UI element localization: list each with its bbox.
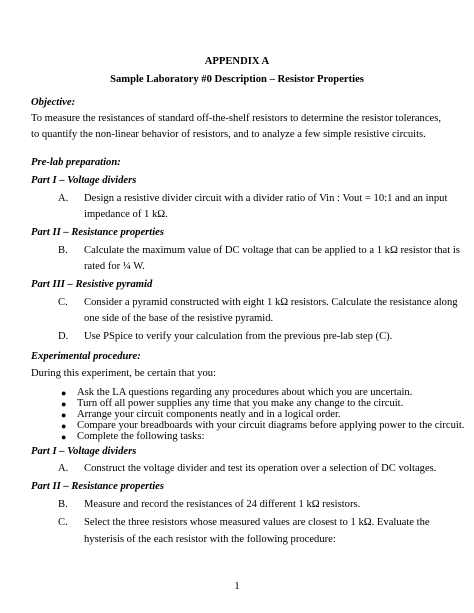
prelab-heading: Pre-lab preparation: bbox=[31, 157, 121, 168]
lab-title: Sample Laboratory #0 Description – Resistor Properties bbox=[110, 74, 364, 85]
prelab-part2-heading: Part II – Resistance properties bbox=[31, 227, 165, 238]
objective-heading: Objective: bbox=[31, 97, 76, 108]
experimental-item-a-line-1: Construct the voltage divider and test its operation over a selection of DC voltages. bbox=[84, 463, 437, 474]
experimental-intro: During this experiment, be certain that you: bbox=[31, 368, 217, 379]
prelab-item-b-line-2: rated for ¼ W. bbox=[84, 261, 145, 272]
experimental-item-a-letter: A. bbox=[58, 463, 69, 474]
experimental-item-c-letter: C. bbox=[58, 517, 68, 528]
bullet-icon: ● bbox=[61, 432, 67, 442]
prelab-item-b-line-1: Calculate the maximum value of DC voltage that can be applied to a 1 kΩ resistor that is bbox=[84, 245, 460, 256]
bullet-item-3: Arrange your circuit components neatly and in a logical order. bbox=[77, 409, 341, 420]
bullet-item-4: Compare your breadboards with your circuit diagrams before applying power to the circuit. bbox=[77, 420, 465, 431]
prelab-part1-heading: Part I – Voltage dividers bbox=[31, 175, 137, 186]
bullet-icon: ● bbox=[61, 410, 67, 420]
bullet-icon: ● bbox=[61, 388, 67, 398]
experimental-item-b-letter: B. bbox=[58, 499, 68, 510]
prelab-item-c-line-1: Consider a pyramid constructed with eight 1 kΩ resistors. Calculate the resistance along bbox=[84, 297, 458, 308]
page-number: 1 bbox=[234, 581, 240, 592]
prelab-item-d-letter: D. bbox=[58, 331, 69, 342]
prelab-item-c-line-2: one side of the base of the resistive pyramid. bbox=[84, 313, 274, 324]
appendix-title: APPENDIX A bbox=[204, 56, 270, 67]
bullet-icon: ● bbox=[61, 421, 67, 431]
bullet-icon: ● bbox=[61, 399, 67, 409]
bullet-item-2: Turn off all power supplies any time that you make any change to the circuit. bbox=[77, 398, 404, 409]
experimental-part2-heading: Part II – Resistance properties bbox=[31, 481, 165, 492]
experimental-item-c-line-1: Select the three resistors whose measured values are closest to 1 kΩ. Evaluate the bbox=[84, 517, 430, 528]
bullet-item-1: Ask the LA questions regarding any procedures about which you are uncertain. bbox=[77, 387, 413, 398]
prelab-part3-heading: Part III – Resistive pyramid bbox=[31, 279, 153, 290]
experimental-part1-heading: Part I – Voltage dividers bbox=[31, 446, 137, 457]
experimental-item-b-line-1: Measure and record the resistances of 24 different 1 kΩ resistors. bbox=[84, 499, 361, 510]
experimental-heading: Experimental procedure: bbox=[31, 351, 141, 362]
prelab-item-a-line-1: Design a resistive divider circuit with a divider ratio of Vin : Vout = 10:1 and an input bbox=[84, 193, 448, 204]
prelab-item-a-letter: A. bbox=[58, 193, 69, 204]
objective-line-1: To measure the resistances of standard off-the-shelf resistors to determine the resistor tolerances, bbox=[31, 113, 442, 124]
prelab-item-a-line-2: impedance of 1 kΩ. bbox=[84, 209, 168, 220]
objective-line-2: to quantify the non-linear behavior of resistors, and to analyze a few simple resistive circuits. bbox=[31, 129, 426, 140]
prelab-item-b-letter: B. bbox=[58, 245, 68, 256]
prelab-item-c-letter: C. bbox=[58, 297, 68, 308]
bullet-item-5: Complete the following tasks: bbox=[77, 431, 205, 442]
prelab-item-d-line-1: Use PSpice to verify your calculation from the previous pre-lab step (C). bbox=[84, 331, 393, 342]
experimental-item-c-line-2: hysterisis of the each resistor with the following procedure: bbox=[84, 534, 336, 545]
